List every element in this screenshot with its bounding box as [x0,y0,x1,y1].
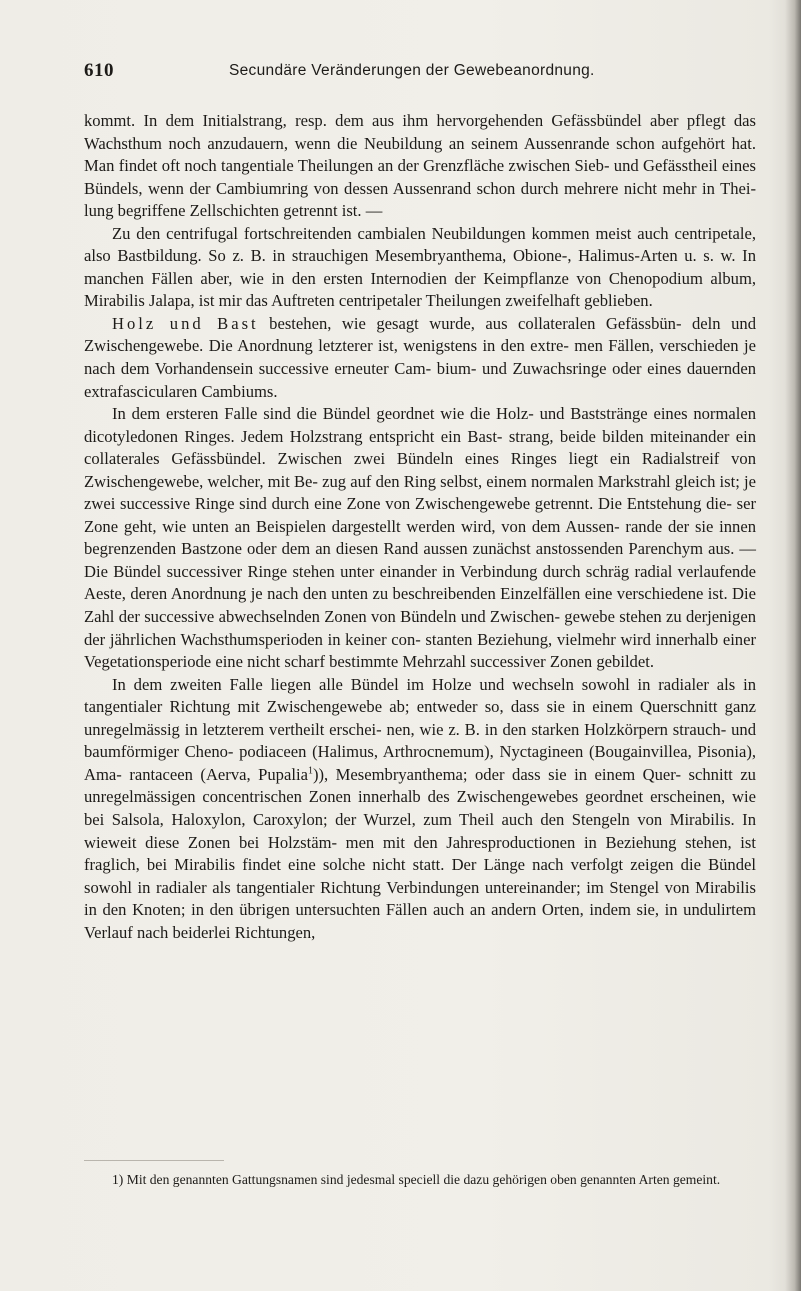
paragraph-4: In dem ersteren Falle sind die Bündel geordnet wie die Holz- und Baststränge eines normalen dicotyledonen Ringes. Jedem Holzstrang entspricht ein Bast- strang, beide bilden miteinander ein collaterales Gefässbündel. Zwischen zwei Bündeln eines Ringes liegt ein Radialstreif von Zwischengewebe, welcher, mit Be- zug auf den Ring selbst, einem normalen Markstrahl gleich ist; je zwei successive Ringe sind durch eine Zone von Zwischengewebe getrennt. Die Entstehung die- ser Zone geht, wie unten an Beispielen dargestellt werden wird, von dem Aussen- rande der sie innen begrenzenden Bastzone oder dem an diesen Rand aussen zunächst anstossenden Parenchym aus. — Die Bündel successiver Ringe stehen unter einander in Verbindung durch schräg radial verlaufende Aeste, deren Anordnung je nach den unten zu beschreibenden Einzelfällen eine verschiedene ist. Die Zahl der successive abwechselnden Zonen von Bündeln und Zwischen- gewebe stehen zu derjenigen der jährlichen Wachsthumsperioden in keiner con- stanten Beziehung, vielmehr wird innerhalb einer Vegetationsperiode eine nicht scharf bestimmte Mehrzahl successiver Zonen gebildet. [84,404,756,672]
paragraph-3-lead: Holz und Bast [112,313,259,333]
paragraph-2: Zu den centrifugal fortschreitenden cambialen Neubildungen kommen meist auch centripetale, also Bastbildung. So z. B. in strauchigen Mesembryanthema, Obione-, Halimus-Arten u. s. w. In manchen Fällen aber, wie in den ersten Internodien der Keimpflanze von Chenopodium album, Mirabilis Jalapa, ist mir das Auftreten centripetaler Theilungen zweifelhaft geblieben. [84,223,756,311]
paragraph-5 [84,674,756,945]
footnote-text: Mit den genannten Gattungsnamen sind jedesmal speciell die dazu gehörigen oben genannten Arten gemeint. [123,1172,721,1187]
footnote-marker: 1) [112,1172,124,1187]
running-title: Secundäre Veränderungen der Gewebeanordnung. [229,62,595,79]
footnote-reference: 1 [307,765,313,777]
page-number: 610 [84,60,114,81]
paragraph-3-text: bestehen, wie gesagt wurde, aus collateralen Gefässbün- deln und Zwischengewebe. Die Anordnung letzterer ist, wenigstens in den extre- men Fällen, verschieden je nach dem Vorhandensein successive erneuter Cam- bium- und Zuwachsringe oder eines dauernden extrafascicularen Cambiums. [84,313,756,401]
paragraph-5-part-a: In dem zweiten Falle liegen alle Bündel im Holze und wechseln sowohl in radialer als in tangentialer Richtung mit Zwischengewebe ab; entweder so, dass sie in einem Querschnitt ganz unregelmässig in letzterem vertheilt erschei- nen, wie z. B. in den starken Holzkörpern strauch- und baumförmiger Cheno- podiaceen (Halimus, Arthrocnemum), Nyctagineen (Bougainvillea, Pisonia), Ama- rantaceen (Aerva, Pupalia [84,674,756,784]
body-text [84,110,756,944]
footnote-rule [84,1160,224,1161]
paragraph-3 [84,313,756,403]
footnote [84,1171,756,1190]
running-head [84,60,744,88]
page-edge-shadow [785,0,801,1291]
paragraph-5-part-b: )), Mesembryanthema; oder dass sie in einem Quer- schnitt zu unregelmässigen concentrischen Zonen innerhalb des Zwischengewebes geordnet erscheinen, wie bei Salsola, Haloxylon, Caroxylon; der Wurzel, zum Theil auch den Stengeln von Mirabilis. In wieweit diese Zonen bei Holzstäm- men mit den Jahresproductionen in Beziehung stehen, ist fraglich, bei Mirabilis findet eine solche nicht statt. Der Länge nach verfolgt zeigen die Bündel sowohl in radialer als tangentialer Richtung Verbindungen untereinander; im Stengel von Mirabilis in den Knoten; in den übrigen untersuchten Fällen auch an andern Orten, indem sie, in undulirtem Verlauf nach beiderlei Richtungen, [84,764,756,942]
paragraph-1: kommt. In dem Initialstrang, resp. dem aus ihm hervorgehenden Gefässbündel aber pflegt das Wachsthum noch anzudauern, wenn die Neubildung an seinem Aussenrande schon aufgehört hat. Man findet oft noch tangentiale Theilungen an der Grenzfläche zwischen Sieb- und Gefässtheil eines Bündels, wenn der Cambiumring von dessen Aussenrand schon durch mehrere nicht mehr in Thei- lung begriffene Zellschichten getrennt ist. — [84,111,756,221]
